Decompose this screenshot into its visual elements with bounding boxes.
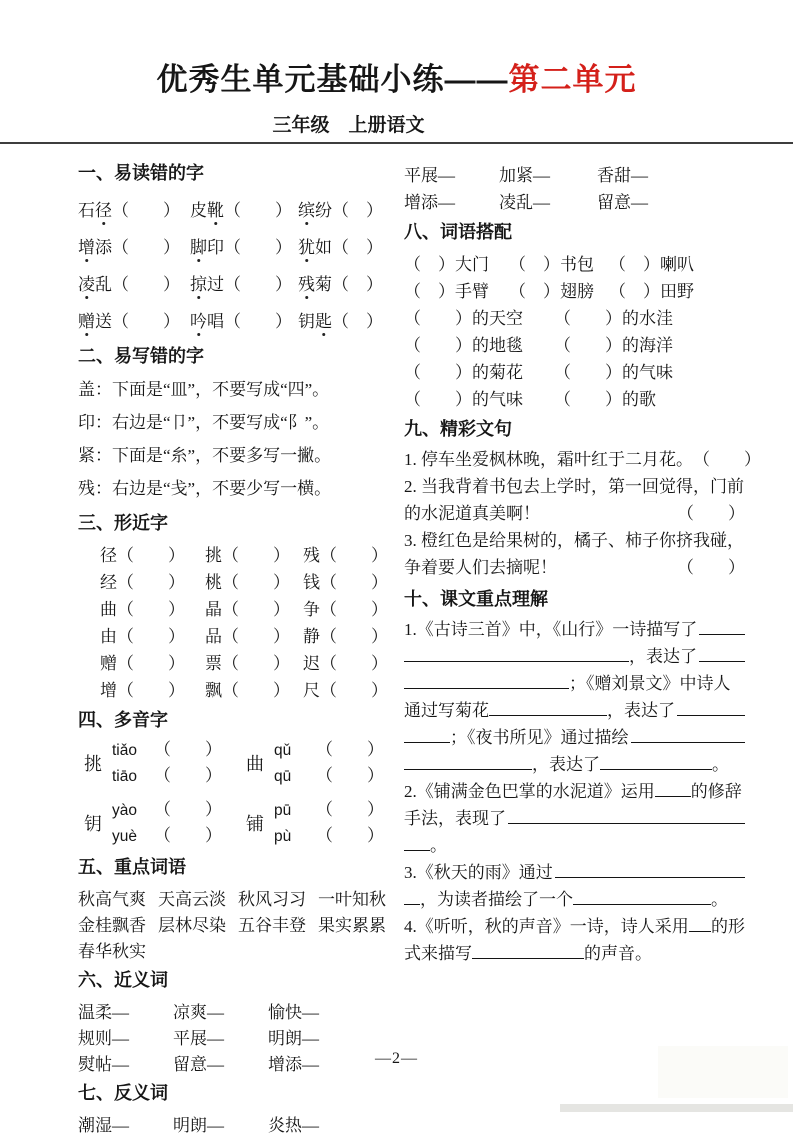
answer-paren: （ ） <box>320 627 388 646</box>
page-title-red: 第二单元 <box>508 62 637 97</box>
synonym-item: 明朗— <box>268 1028 319 1048</box>
collocation-item: （ ）手臂 <box>404 282 489 301</box>
answer-paren: （ ） <box>332 201 383 220</box>
exercise-row <box>78 567 400 594</box>
sentence-text: 争着要人们去摘呢！ <box>404 558 557 577</box>
answer-paren: （ ） <box>154 800 222 819</box>
synonym-item: 增添— <box>268 1054 319 1074</box>
answer-paren: （ ） <box>320 600 388 619</box>
section-9-heading: 九、精彩文句 <box>404 419 512 439</box>
answer-paren: （ ） <box>316 740 384 759</box>
term: 增添（ ） <box>78 233 190 258</box>
collocation-item: （ ）的气味 <box>554 363 673 382</box>
answer-paren: （ ） <box>222 654 290 673</box>
answer-paren: （ ） <box>404 282 455 301</box>
left-column <box>78 160 400 1136</box>
answer-paren: （ ） <box>112 238 180 257</box>
comprehension-line: ；《夜书所见》通过描绘 <box>404 724 745 751</box>
answer-paren: （ ） <box>609 255 660 274</box>
idiom: 一叶知秋 <box>318 889 386 909</box>
section-6-heading: 六、近义词 <box>78 970 168 990</box>
answer-paren: （ ） <box>222 627 290 646</box>
answer-blank-line <box>631 742 746 743</box>
synonym-item: 平展— <box>173 1028 224 1048</box>
polyphone-grid <box>78 737 400 849</box>
note-line: 紧：下面是“糸”，不要多写一撇。 <box>78 446 332 465</box>
dotted-char: 匙 <box>315 307 332 332</box>
answer-paren: （ ） <box>332 275 383 294</box>
page-subtitle: 三年级 上册语文 <box>272 115 425 136</box>
collocation-row <box>404 384 745 411</box>
term: 迟（ ） <box>303 654 388 673</box>
answer-paren: （ ） <box>154 740 222 759</box>
section-4-heading: 四、多音字 <box>78 710 168 730</box>
answer-paren: （ ） <box>554 336 622 355</box>
term: 由（ ） <box>100 627 185 646</box>
antonym-item: 平展— <box>404 166 455 185</box>
comprehension-line: ，为读者描绘了一个 。 <box>404 886 745 913</box>
idiom: 秋风习习 <box>238 889 306 909</box>
polyphone-group <box>246 797 400 849</box>
comprehension-line: 3.《秋天的雨》通过 <box>404 859 745 886</box>
section-2-heading: 二、易写错的字 <box>78 346 204 366</box>
collocation-item: （ ）田野 <box>609 282 694 301</box>
idiom: 金桂飘香 <box>78 915 146 935</box>
sentence-text: 的水泥道真美啊！ <box>404 504 540 523</box>
term: 皮靴（ ） <box>190 196 298 221</box>
idiom: 层林尽染 <box>158 915 226 935</box>
exercise-row <box>78 675 400 702</box>
section-1-heading: 一、易读错的字 <box>78 163 204 183</box>
dotted-char: 缤 <box>298 196 315 221</box>
comprehension-line: 式来描写 的声音。 <box>404 944 652 963</box>
collocation-item: （ ）的气味 <box>404 390 523 409</box>
answer-paren: （ ） <box>320 573 388 592</box>
answer-paren: （ ） <box>112 201 180 220</box>
polyphone-group <box>84 797 246 849</box>
note-line: 盖：下面是“皿”，不要写成“四”。 <box>78 380 330 399</box>
pinyin: pù <box>274 828 292 845</box>
comprehension-line: ，表达了 。 <box>404 751 745 778</box>
sentence-text: 3. 橙红色是给果树的，橘子、柿子你挤我碰， <box>404 531 744 550</box>
term: 晶（ ） <box>205 600 290 619</box>
section-3-heading: 三、形近字 <box>78 513 168 533</box>
answer-paren: （ ） <box>509 255 560 274</box>
polyphone-char: 铺 <box>246 814 264 834</box>
antonym-item: 明朗— <box>173 1115 224 1135</box>
term: 票（ ） <box>205 654 290 673</box>
dotted-char: 掠 <box>190 270 207 295</box>
collocation-item: （ ）喇叭 <box>609 255 694 274</box>
synonym-item: 凉爽— <box>173 1002 224 1022</box>
dotted-char: 凌 <box>78 270 95 295</box>
collocation-item: （ ）书包 <box>509 255 594 274</box>
collocation-row <box>404 357 745 384</box>
answer-paren: （ ） <box>693 450 761 469</box>
term: 残（ ） <box>303 546 388 565</box>
dotted-char: 脚 <box>190 233 207 258</box>
dotted-char: 残 <box>298 270 315 295</box>
section-7-heading: 七、反义词 <box>78 1083 168 1103</box>
answer-blank-line <box>404 904 420 905</box>
antonym-item: 留意— <box>597 193 648 212</box>
pinyin: yuè <box>112 828 137 845</box>
antonym-row <box>78 1110 400 1136</box>
answer-blank-line <box>404 742 450 743</box>
answer-blank-line <box>677 715 745 716</box>
answer-paren: （ ） <box>316 766 384 785</box>
answer-paren: （ ） <box>404 336 472 355</box>
answer-blank-line <box>600 769 712 770</box>
dotted-char: 赠 <box>78 307 95 332</box>
polyphone-group <box>84 737 246 789</box>
pinyin: tiāo <box>112 768 137 785</box>
exercise-row <box>78 594 400 621</box>
sentence-text: 1. 停车坐爱枫林晚，霜叶红于二月花。 <box>404 450 693 469</box>
antonym-item: 潮湿— <box>78 1115 129 1135</box>
idiom-row <box>78 936 400 962</box>
answer-blank-line <box>404 688 569 689</box>
answer-paren: （ ） <box>404 363 472 382</box>
comprehension-line: 手法，表现了 <box>404 805 745 832</box>
pinyin: tiǎo <box>112 742 137 759</box>
idiom: 春华秋实 <box>78 941 146 961</box>
answer-blank-line <box>699 661 745 662</box>
collocation-row <box>404 249 745 276</box>
exercise-row <box>78 190 400 227</box>
term: 钥匙（ ） <box>298 307 400 332</box>
answer-paren: （ ） <box>117 681 185 700</box>
section-5-heading: 五、重点词语 <box>78 857 186 877</box>
answer-paren: （ ） <box>117 627 185 646</box>
term: 犹如（ ） <box>298 233 400 258</box>
comprehension-line: ，表达了 <box>404 643 745 670</box>
polyphone-char: 钥 <box>84 814 102 834</box>
header-divider <box>0 142 793 144</box>
comprehension-line: 1.《古诗三首》中，《山行》一诗描写了 <box>404 616 745 643</box>
term: 尺（ ） <box>303 681 388 700</box>
note-line: 残：右边是“戋”，不要少写一横。 <box>78 479 332 498</box>
exercise-row <box>78 540 400 567</box>
answer-paren: （ ） <box>154 826 222 845</box>
sentence-item <box>404 446 761 473</box>
collocation-item: （ ）的歌 <box>554 390 656 409</box>
answer-blank-line <box>573 904 711 905</box>
answer-blank-line <box>404 850 430 851</box>
comprehension-line: 。 <box>404 832 745 859</box>
answer-blank-line <box>699 634 745 635</box>
exercise-row <box>78 264 400 301</box>
polyphone-char: 曲 <box>246 754 264 774</box>
term: 挑（ ） <box>205 546 290 565</box>
answer-paren: （ ） <box>509 282 560 301</box>
sentence-item <box>404 500 745 527</box>
answer-blank-line <box>404 769 532 770</box>
pinyin: qǔ <box>274 742 292 759</box>
page-number: —2— <box>375 1050 418 1067</box>
answer-paren: （ ） <box>117 654 185 673</box>
pinyin: qū <box>274 768 292 785</box>
answer-paren: （ ） <box>320 654 388 673</box>
idiom: 天高云淡 <box>158 889 226 909</box>
answer-paren: （ ） <box>224 312 292 331</box>
page-title-black: 优秀生单元基础小练—— <box>156 62 509 97</box>
dotted-char: 吟 <box>190 307 207 332</box>
comprehension-line: 2.《铺满金色巴掌的水泥道》运用 的修辞 <box>404 782 742 801</box>
collocation-row <box>404 276 745 303</box>
dotted-char: 靴 <box>207 196 224 221</box>
answer-paren: （ ） <box>554 363 622 382</box>
collocation-item: （ ）的地毯 <box>404 336 523 355</box>
idiom: 秋高气爽 <box>78 889 146 909</box>
comprehension-line: 4.《听听，秋的声音》一诗，诗人采用 的形 <box>404 917 745 936</box>
dotted-char: 增 <box>78 233 95 258</box>
idiom-row <box>78 884 400 910</box>
answer-blank-line <box>508 823 745 824</box>
idiom: 五谷丰登 <box>238 915 306 935</box>
comprehension-line: 通过写菊花 ，表达了 <box>404 697 745 724</box>
answer-paren: （ ） <box>222 546 290 565</box>
answer-paren: （ ） <box>224 238 292 257</box>
answer-paren: （ ） <box>316 800 384 819</box>
comprehension-line: ；《赠刘景文》中诗人 <box>404 670 745 697</box>
answer-blank-line <box>689 931 711 932</box>
antonym-row <box>404 160 745 187</box>
pinyin: pū <box>274 802 292 819</box>
term: 飘（ ） <box>205 681 290 700</box>
term: 石径（ ） <box>78 196 190 221</box>
answer-paren: （ ） <box>332 312 383 331</box>
sentence-item <box>404 554 745 581</box>
polyphone-group <box>246 737 400 789</box>
polyphone-char: 挑 <box>84 754 102 774</box>
synonym-item: 愉快— <box>268 1002 319 1022</box>
synonym-row <box>78 997 400 1023</box>
collocation-row <box>404 330 745 357</box>
term: 品（ ） <box>205 627 290 646</box>
term: 增（ ） <box>100 681 185 700</box>
antonym-item: 加紧— <box>499 166 550 185</box>
answer-paren: （ ） <box>404 390 472 409</box>
term: 争（ ） <box>303 600 388 619</box>
section-10-heading: 十、课文重点理解 <box>404 589 548 609</box>
dotted-char: 径 <box>95 196 112 221</box>
answer-paren: （ ） <box>112 275 180 294</box>
answer-paren: （ ） <box>404 255 455 274</box>
watermark <box>658 1046 788 1098</box>
term: 曲（ ） <box>100 600 185 619</box>
answer-paren: （ ） <box>117 573 185 592</box>
idiom-row <box>78 910 400 936</box>
term: 赠（ ） <box>100 654 185 673</box>
scan-edge-artifact <box>560 1104 793 1112</box>
antonym-item: 香甜— <box>597 166 648 185</box>
answer-paren: （ ） <box>117 546 185 565</box>
exercise-row <box>78 648 400 675</box>
answer-blank-line <box>404 661 629 662</box>
collocation-item: （ ）的天空 <box>404 309 523 328</box>
note-line: 印：右边是“卩”，不要写成“阝”。 <box>78 413 330 432</box>
answer-paren: （ ） <box>316 826 384 845</box>
answer-paren: （ ） <box>554 390 622 409</box>
answer-blank-line <box>489 715 607 716</box>
answer-paren: （ ） <box>554 309 622 328</box>
term: 吟唱（ ） <box>190 307 298 332</box>
answer-paren: （ ） <box>222 681 290 700</box>
exercise-row <box>78 621 400 648</box>
term: 径（ ） <box>100 546 185 565</box>
section-8-heading: 八、词语搭配 <box>404 222 512 242</box>
term: 脚印（ ） <box>190 233 298 258</box>
answer-paren: （ ） <box>117 600 185 619</box>
answer-blank-line <box>555 877 745 878</box>
term: 掠过（ ） <box>190 270 298 295</box>
collocation-item: （ ）翅膀 <box>509 282 594 301</box>
collocation-row <box>404 303 745 330</box>
term: 凌乱（ ） <box>78 270 190 295</box>
dotted-char: 犹 <box>298 233 315 258</box>
collocation-item: （ ）的水洼 <box>554 309 673 328</box>
exercise-row <box>78 227 400 264</box>
answer-paren: （ ） <box>224 201 292 220</box>
synonym-item: 熨帖— <box>78 1054 129 1074</box>
idiom: 果实累累 <box>318 915 386 935</box>
answer-paren: （ ） <box>222 600 290 619</box>
answer-paren: （ ） <box>222 573 290 592</box>
answer-paren: （ ） <box>404 309 472 328</box>
answer-paren: （ ） <box>224 275 292 294</box>
answer-paren: （ ） <box>320 546 388 565</box>
answer-paren: （ ） <box>112 312 180 331</box>
answer-paren: （ ） <box>320 681 388 700</box>
antonym-row <box>404 187 745 214</box>
answer-paren: （ ） <box>677 504 745 523</box>
answer-paren: （ ） <box>332 238 383 257</box>
term: 经（ ） <box>100 573 185 592</box>
term: 钱（ ） <box>303 573 388 592</box>
antonym-item: 炎热— <box>268 1115 319 1135</box>
term: 残菊（ ） <box>298 270 400 295</box>
answer-blank-line <box>472 958 584 959</box>
sentence-text: 2. 当我背着书包去上学时，第一回觉得，门前 <box>404 477 744 496</box>
synonym-item: 留意— <box>173 1054 224 1074</box>
exercise-row <box>78 301 400 338</box>
term: 静（ ） <box>303 627 388 646</box>
answer-paren: （ ） <box>609 282 660 301</box>
synonym-item: 温柔— <box>78 1002 129 1022</box>
pinyin: yào <box>112 802 137 819</box>
antonym-item: 凌乱— <box>499 193 550 212</box>
synonym-item: 规则— <box>78 1028 129 1048</box>
right-column <box>404 160 761 967</box>
antonym-item: 增添— <box>404 193 455 212</box>
collocation-item: （ ）的海洋 <box>554 336 673 355</box>
answer-blank-line <box>655 796 691 797</box>
page-title <box>0 54 793 99</box>
answer-paren: （ ） <box>154 766 222 785</box>
collocation-item: （ ）的菊花 <box>404 363 523 382</box>
collocation-item: （ ）大门 <box>404 255 489 274</box>
answer-paren: （ ） <box>677 558 745 577</box>
synonym-row <box>78 1023 400 1049</box>
term: 桃（ ） <box>205 573 290 592</box>
term: 赠送（ ） <box>78 307 190 332</box>
term: 缤纷（ ） <box>298 196 400 221</box>
